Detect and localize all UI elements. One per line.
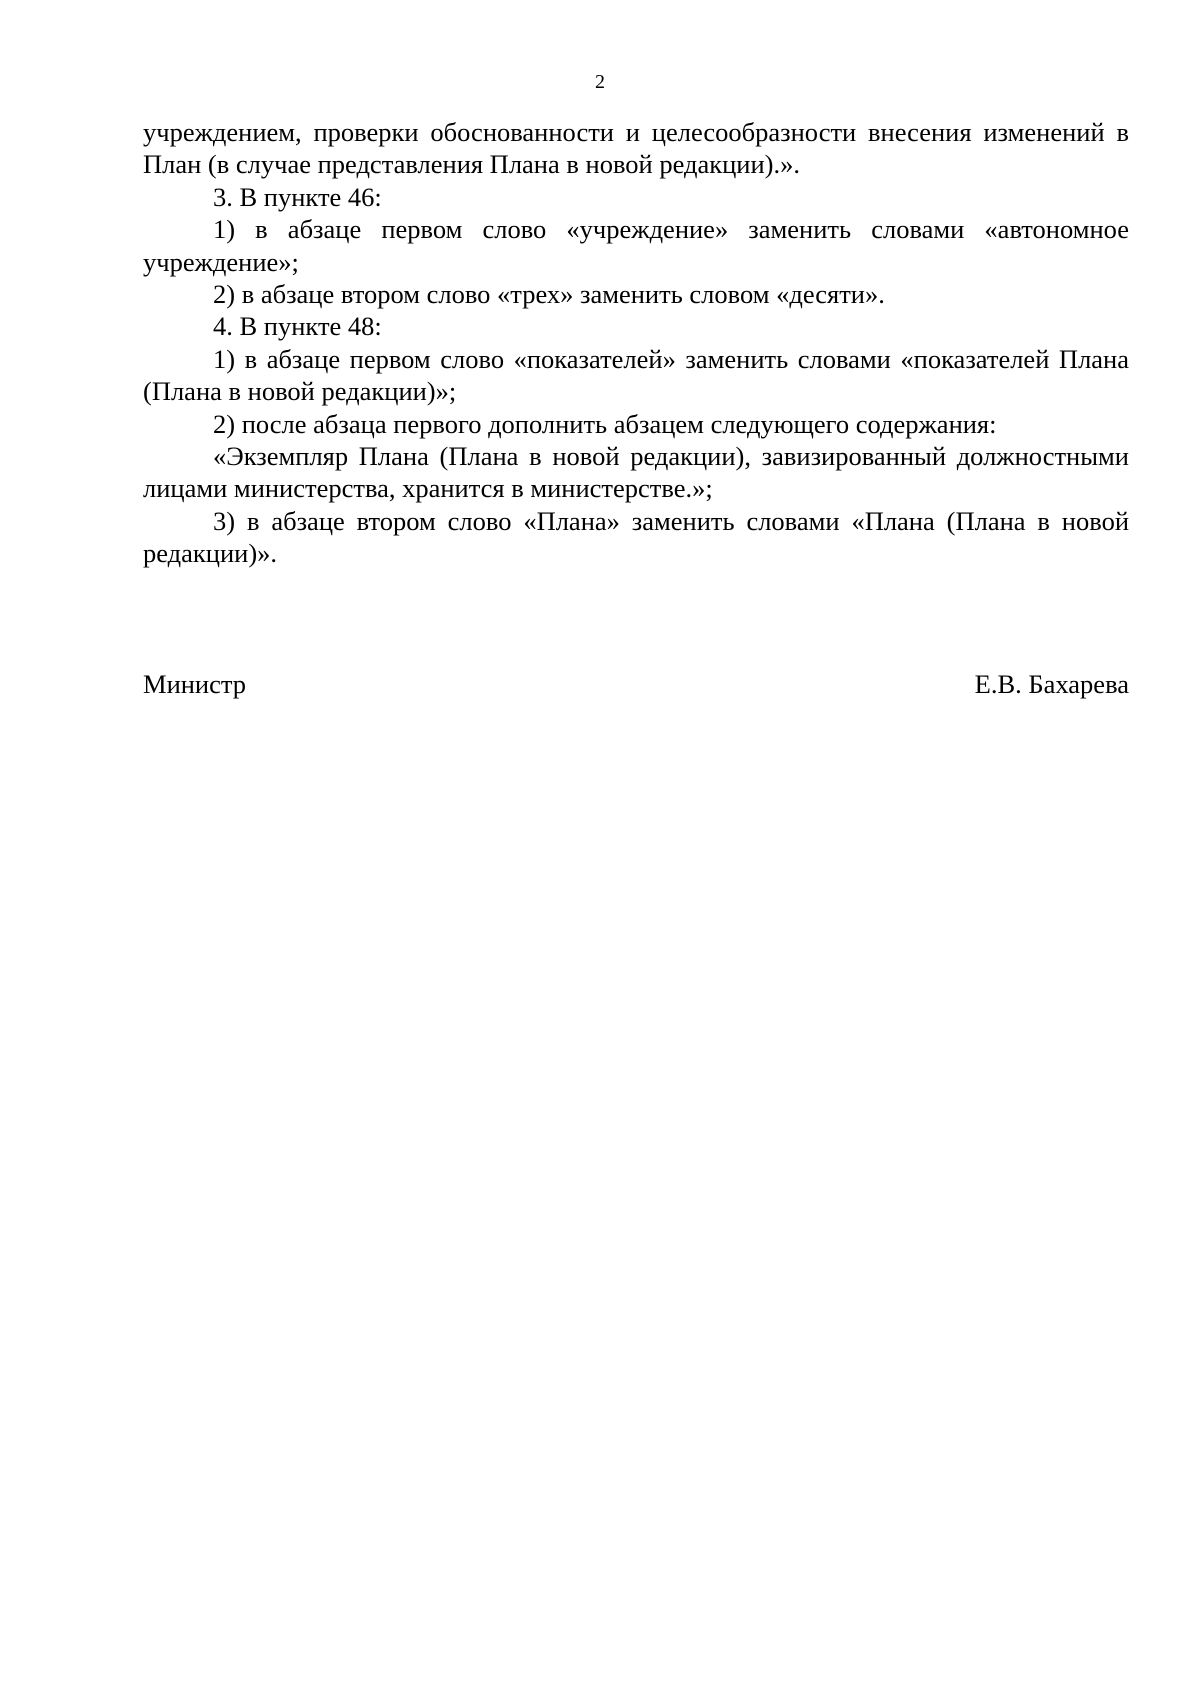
paragraph-item-4-3: 3) в абзаце втором слово «Плана» заменить словами «Плана (Плана в новой редакции)». [143, 505, 1129, 569]
paragraph-item-4-2: 2) после абзаца первого дополнить абзацем следующего содержания: [213, 408, 997, 439]
paragraph-item-4-1: 1) в абзаце первом слово «показателей» заменить словами «показателей Плана (Плана в новой редакции)»; [143, 343, 1129, 407]
signatory-title: Министр [143, 669, 247, 699]
signatory-name: Е.В. Бахарева [974, 669, 1129, 699]
paragraph-continuation: учреждением, проверки обоснованности и целесообразности внесения изменений в План (в случае представления Плана в новой редакции).». [143, 117, 1129, 180]
page-number: 2 [595, 71, 605, 93]
paragraph-item-3: 3. В пункте 46: [213, 181, 382, 212]
document-body [143, 116, 1129, 570]
paragraph-quoted-insert: «Экземпляр Плана (Плана в новой редакции), завизированный должностными лицами министерства, хранится в министерстве.»; [143, 441, 1129, 504]
paragraph-item-4: 4. В пункте 48: [213, 311, 382, 342]
paragraph-item-3-1: 1) в абзаце первом слово «учреждение» заменить словами «автономное учреждение»; [143, 214, 1129, 277]
paragraph-item-3-2: 2) в абзаце втором слово «трех» заменить словом «десяти». [213, 279, 885, 310]
